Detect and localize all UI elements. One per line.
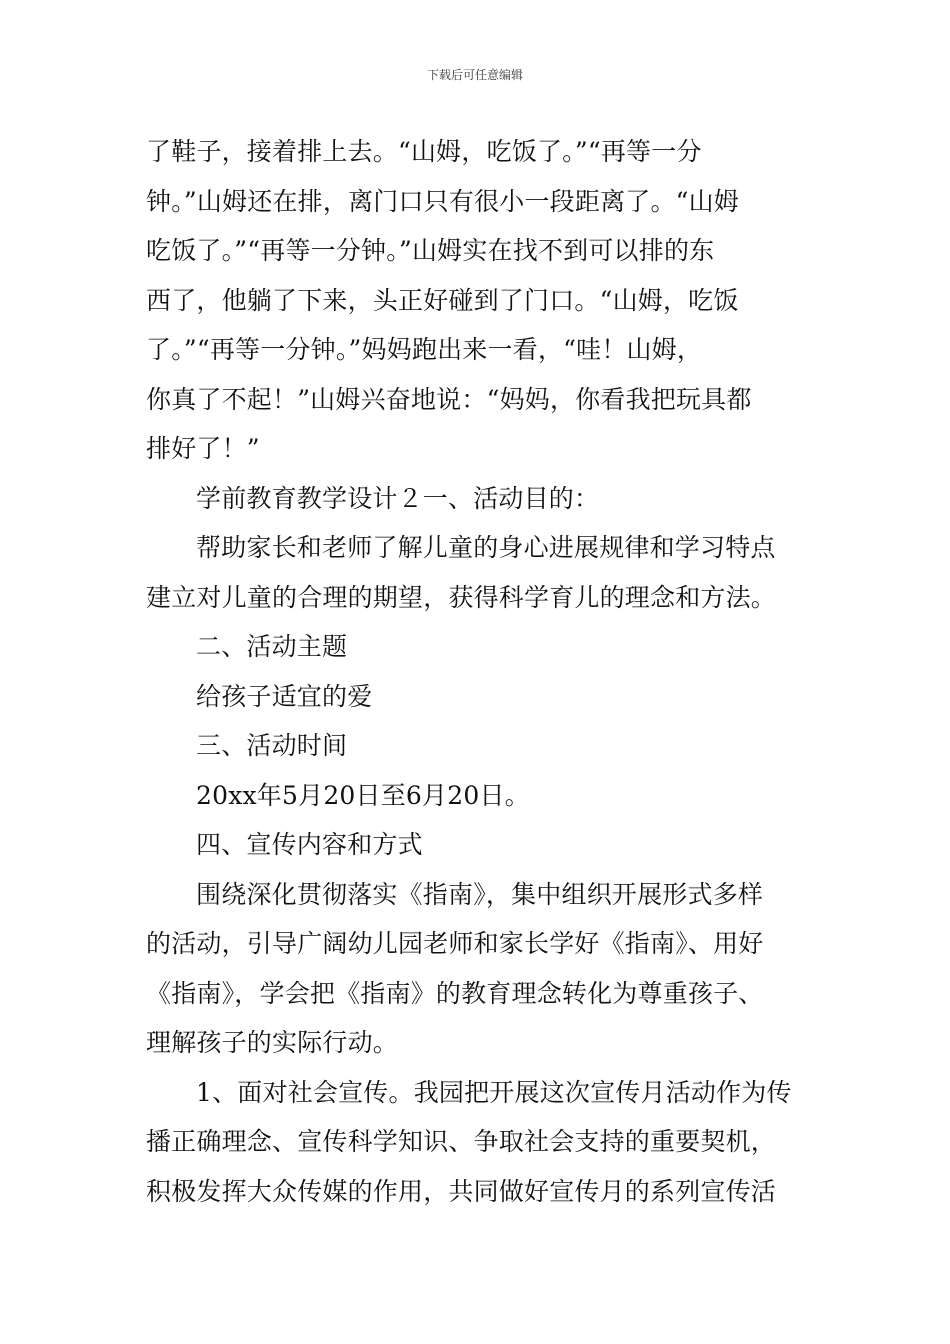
text-line: 《指南》，学会把《指南》的教育理念转化为尊重孩子、: [146, 978, 764, 1008]
text-line: 你真了不起！”山姆兴奋地说：“妈妈，你看我把玩具都: [146, 384, 752, 414]
text-line: 积极发挥大众传媒的作用，共同做好宣传月的系列宣传活: [146, 1176, 777, 1206]
section-heading: 学前教育教学设计２一、活动目的：: [196, 483, 600, 513]
text-line: 了鞋子，接着排上去。“山姆，吃饭了。”“再等一分: [146, 137, 702, 166]
text-line: 的活动，引导广阔幼儿园老师和家长学好《指南》、用好: [146, 929, 764, 958]
paragraph-start: 围绕深化贯彻落实《指南》，集中组织开展形式多样: [196, 879, 764, 909]
text-line: 了。”“再等一分钟。”妈妈跑出来一看，“哇！山姆，: [146, 335, 703, 364]
text-line: 理解孩子的实际行动。: [146, 1028, 399, 1057]
paragraph-start: 给孩子适宜的爱: [196, 681, 373, 711]
text-line: 播正确理念、宣传科学知识、争取社会支持的重要契机，: [146, 1127, 777, 1156]
page-header: 下载后可任意编辑: [426, 68, 523, 82]
document-body: [146, 127, 810, 1216]
section-heading: 二、活动主题: [196, 632, 348, 661]
text-line: 排好了！”: [146, 434, 260, 463]
paragraph-start: 1、面对社会宣传。我园把开展这次宣传月活动作为传: [196, 1077, 792, 1107]
text-line: 建立对儿童的合理的期望，获得科学育儿的理念和方法。: [146, 582, 777, 612]
text-line: 吃饭了。”“再等一分钟。”山姆实在找不到可以排的东: [146, 236, 715, 265]
section-heading: 四、宣传内容和方式: [196, 830, 423, 859]
paragraph-start: 20xx年5月20日至6月20日。: [196, 780, 530, 810]
text-line: 西了，他躺了下来，头正好碰到了门口。“山姆，吃饭: [146, 285, 739, 315]
paragraph-start: 帮助家长和老师了解儿童的身心进展规律和学习特点: [196, 533, 776, 562]
text-line: 钟。”山姆还在排，离门口只有很小一段距离了。“山姆: [146, 186, 740, 216]
section-heading: 三、活动时间: [196, 731, 348, 760]
